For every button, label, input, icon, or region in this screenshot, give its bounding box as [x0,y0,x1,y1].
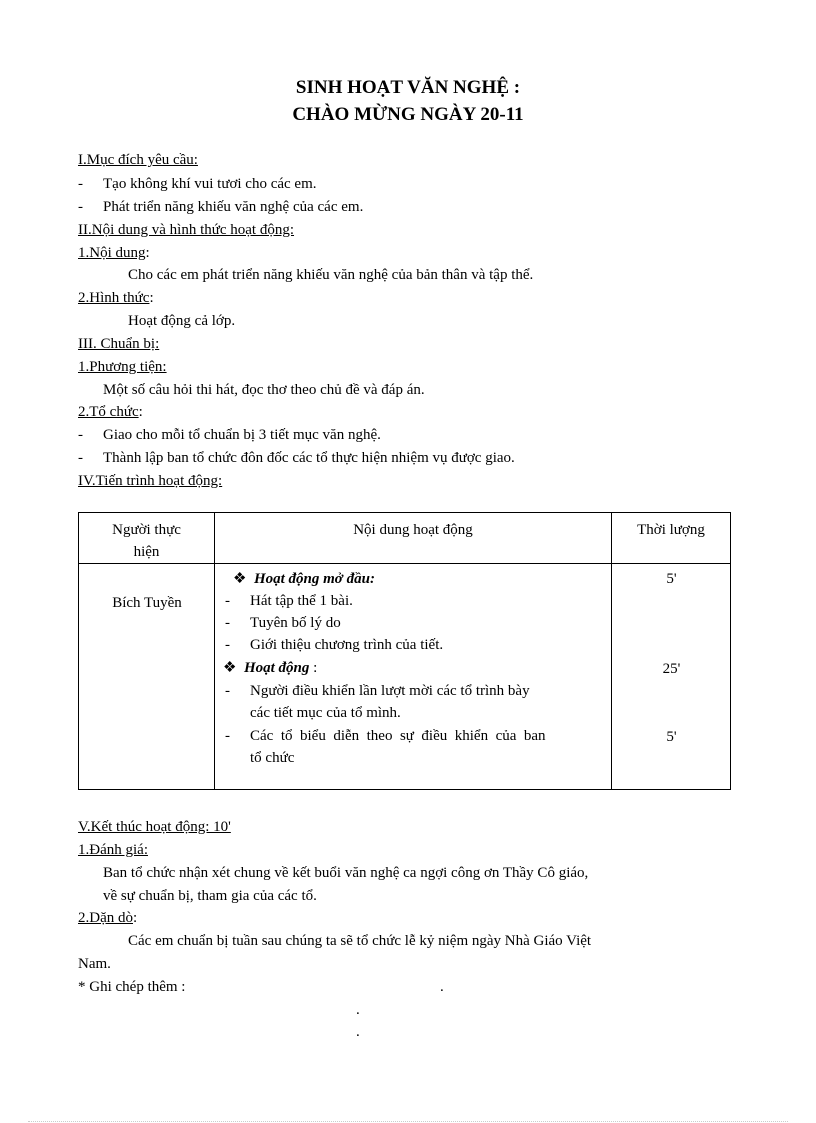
header-time: Thời lượng [612,513,731,564]
notes-label: * Ghi chép thêm : [78,979,186,995]
remind-text-line2: Nam. [78,956,111,972]
time-cell [612,564,731,790]
list-item: - Giới thiệu chương trình của tiết. [225,637,444,653]
performer-name: Bích Tuyền [112,595,182,611]
list-item: - Hát tập thể 1 bài. [225,593,353,609]
section2-heading: II.Nội dung và hình thức hoạt động: [78,222,295,238]
remind-heading: 2.Dặn dò: [78,910,138,926]
page-title-line2: CHÀO MỪNG NGÀY 20-11 [292,104,524,125]
list-item: - Giao cho mỗi tổ chuẩn bị 3 tiết mục văn nghệ. [78,427,381,443]
table-row [79,564,731,790]
page-bottom-divider [28,1121,788,1122]
eval-text-line2: về sự chuẩn bị, tham gia của các tổ. [103,888,317,904]
list-item-continuation: các tiết mục của tổ mình. [250,705,401,721]
list-item: - Thành lập ban tổ chức đôn đốc các tổ thực hiện nhiệm vụ được giao. [78,450,515,466]
list-item: - Phát triển năng khiếu văn nghệ của các em. [78,199,364,215]
header-performer: Người thực hiện [79,513,215,564]
opening-heading: ❖ Hoạt động mở đầu: [233,571,375,587]
main-item2-time: 5' [666,729,677,745]
content-cell [215,564,612,790]
activity-table [78,512,731,790]
eval-text-line1: Ban tổ chức nhận xét chung về kết buổi văn nghệ ca ngợi công ơn Thầy Cô giáo, [103,865,589,881]
notes-dot: . [356,1002,360,1018]
remind-text-line1: Các em chuẩn bị tuần sau chúng ta sẽ tổ chức lễ kỷ niệm ngày Nhà Giáo Việt [128,933,592,949]
notes-dot: . [356,1024,360,1040]
opening-time: 5' [666,571,677,587]
diamond-bullet-icon: ❖ [223,660,237,676]
section3-heading: III. Chuẩn bị: [78,336,160,352]
org-heading: 2.Tổ chức: [78,404,143,420]
diamond-bullet-icon: ❖ [233,571,247,587]
eval-heading: 1.Đánh giá: [78,842,148,858]
notes-dot: . [440,979,444,995]
list-item: - Tạo không khí vui tươi cho các em. [78,176,317,192]
section4-heading: IV.Tiến trình hoạt động: [78,473,223,489]
list-item-continuation: tổ chức [250,750,295,766]
content-text: Cho các em phát triển năng khiếu văn nghệ của bản thân và tập thể. [128,267,534,283]
content-heading: 1.Nội dung: [78,245,150,261]
main-time: 25' [662,661,681,677]
performer-cell [79,564,215,790]
table-header-row [79,513,731,564]
list-item: - Người điều khiển lần lượt mời các tổ trình bày [225,683,530,699]
list-item: - Các tổ biểu diễn theo sự điều khiển của ban [225,728,546,744]
page-title-line1: SINH HOẠT VĂN NGHỆ : [295,77,521,98]
list-item: - Tuyên bố lý do [225,615,341,631]
header-content: Nội dung hoạt động [215,513,612,564]
means-heading: 1.Phương tiện: [78,359,167,375]
section5-heading: V.Kết thúc hoạt động: 10' [78,819,231,835]
section1-heading: I.Mục đích yêu cầu: [78,152,198,168]
means-text: Một số câu hỏi thi hát, đọc thơ theo chủ đề và đáp án. [103,382,425,398]
form-heading: 2.Hình thức: [78,290,154,306]
main-heading: ❖ Hoạt động : [223,660,318,676]
form-text: Hoạt động cả lớp. [128,313,236,329]
